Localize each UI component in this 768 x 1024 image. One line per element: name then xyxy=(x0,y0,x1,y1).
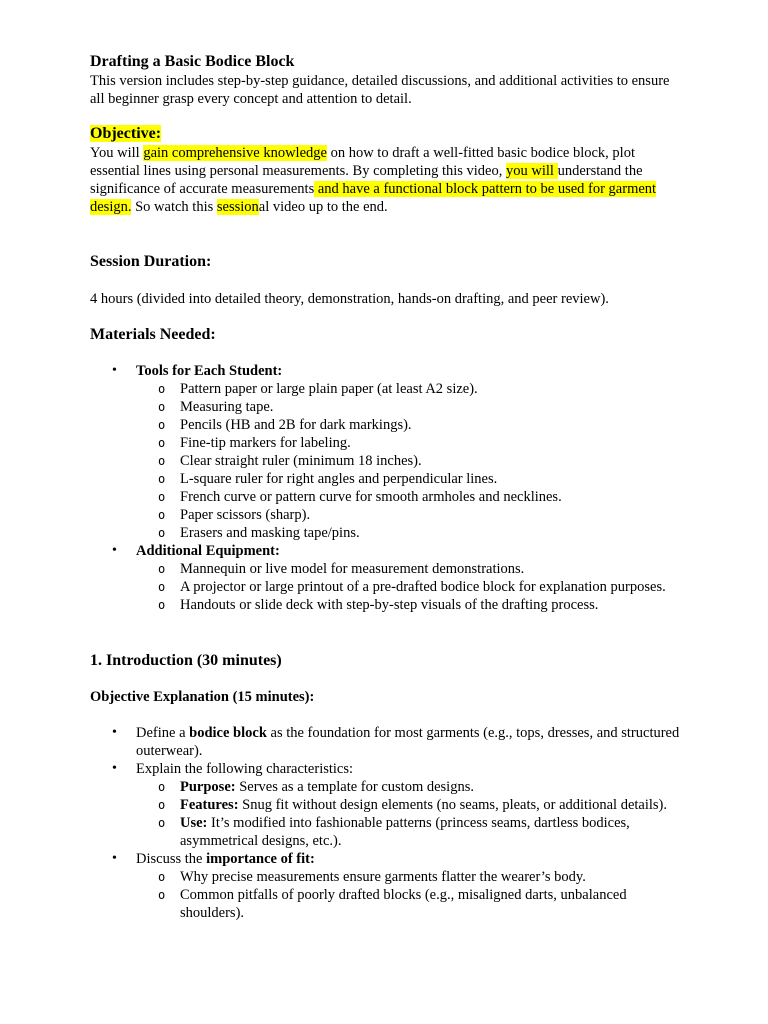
introduction-heading: 1. Introduction (30 minutes) xyxy=(90,652,282,669)
equipment-item: o A projector or large printout of a pre-drafted bodice block for explanation purposes. xyxy=(136,578,680,596)
characteristic-label: Use: xyxy=(180,815,208,831)
objective-explanation-heading: Objective Explanation (15 minutes): xyxy=(90,689,315,705)
characteristic-label: Purpose: xyxy=(180,779,236,795)
tool-item: o Pattern paper or large plain paper (at least A2 size). xyxy=(136,380,680,398)
define-bold: bodice block xyxy=(189,725,267,741)
objective-heading xyxy=(90,124,680,144)
characteristic-item xyxy=(136,796,680,814)
materials-heading: Materials Needed: xyxy=(90,326,216,343)
intro-paragraph: This version includes step-by-step guidance, detailed discussions, and additional activities to ensure all beginner grasp every concept and attention to detail. xyxy=(90,73,670,107)
tool-item: o Fine-tip markers for labeling. xyxy=(136,434,680,452)
fit-item: o Common pitfalls of poorly drafted blocks (e.g., misaligned darts, unbalanced shoulders). xyxy=(136,886,680,922)
tool-item: o French curve or pattern curve for smooth armholes and necklines. xyxy=(136,488,680,506)
objective-highlight-1: gain comprehensive knowledge xyxy=(143,145,327,161)
list-item xyxy=(90,850,680,922)
materials-list xyxy=(90,362,680,614)
tools-list xyxy=(136,380,680,542)
tool-item: o L-square ruler for right angles and perpendicular lines. xyxy=(136,470,680,488)
tool-item: o Clear straight ruler (minimum 18 inches). xyxy=(136,452,680,470)
tools-label: Tools for Each Student: xyxy=(136,363,283,379)
characteristic-label: Features: xyxy=(180,797,239,813)
fit-list xyxy=(136,868,680,922)
objective-text-2: on how to draft a well-fitted basic bodice block, plot essential lines using personal measurements. By completing this video, xyxy=(90,145,635,179)
equipment-item: o Mannequin or live model for measurement demonstrations. xyxy=(136,560,680,578)
document-title: Drafting a Basic Bodice Block xyxy=(90,53,295,70)
define-text: Define a xyxy=(136,725,190,741)
tool-item: o Pencils (HB and 2B for dark markings). xyxy=(136,416,680,434)
characteristic-item xyxy=(136,778,680,796)
objective-highlight-2: you will xyxy=(506,163,558,179)
list-item xyxy=(90,362,680,542)
document-page xyxy=(90,52,680,922)
session-duration-text: 4 hours (divided into detailed theory, demonstration, hands-on drafting, and peer review). xyxy=(90,291,609,307)
fit-item: o Why precise measurements ensure garments flatter the wearer’s body. xyxy=(136,868,680,886)
objective-text-5: al video up to the end. xyxy=(258,199,388,215)
introduction-list xyxy=(90,724,680,922)
tool-item: o Measuring tape. xyxy=(136,398,680,416)
objective-paragraph xyxy=(90,144,680,216)
define-text-end: as the foundation for most garments (e.g., tops, dresses, and structured outerwear). xyxy=(136,725,680,759)
tool-item: o Erasers and masking tape/pins. xyxy=(136,524,680,542)
objective-heading-text: Objective: xyxy=(90,125,162,142)
objective-highlight-4: session xyxy=(216,199,259,215)
characteristic-text: It’s modified into fashionable patterns (princess seams, dartless bodices, asymmetrical designs, etc.). xyxy=(180,815,630,849)
explain-text: Explain the following characteristics: xyxy=(136,761,354,777)
objective-highlight-3: and have a functional block pattern to be used for garment design. xyxy=(90,181,657,215)
list-item xyxy=(90,724,680,760)
session-duration-heading: Session Duration: xyxy=(90,253,212,270)
equipment-item: o Handouts or slide deck with step-by-step visuals of the drafting process. xyxy=(136,596,680,614)
characteristics-list xyxy=(136,778,680,850)
objective-text-1: You will xyxy=(90,145,144,161)
equipment-label: Additional Equipment: xyxy=(136,543,280,559)
characteristic-item xyxy=(136,814,680,850)
discuss-bold: importance of fit: xyxy=(206,851,315,867)
characteristic-text: Snug fit without design elements (no seams, pleats, or additional details). xyxy=(238,797,668,813)
objective-text-3: understand the significance of accurate measurements xyxy=(90,163,643,197)
list-item xyxy=(90,542,680,614)
tool-item: o Paper scissors (sharp). xyxy=(136,506,680,524)
characteristic-text: Serves as a template for custom designs. xyxy=(235,779,474,795)
objective-text-4: So watch this xyxy=(131,199,217,215)
discuss-text: Discuss the xyxy=(136,851,207,867)
list-item xyxy=(90,760,680,850)
equipment-list xyxy=(136,560,680,614)
